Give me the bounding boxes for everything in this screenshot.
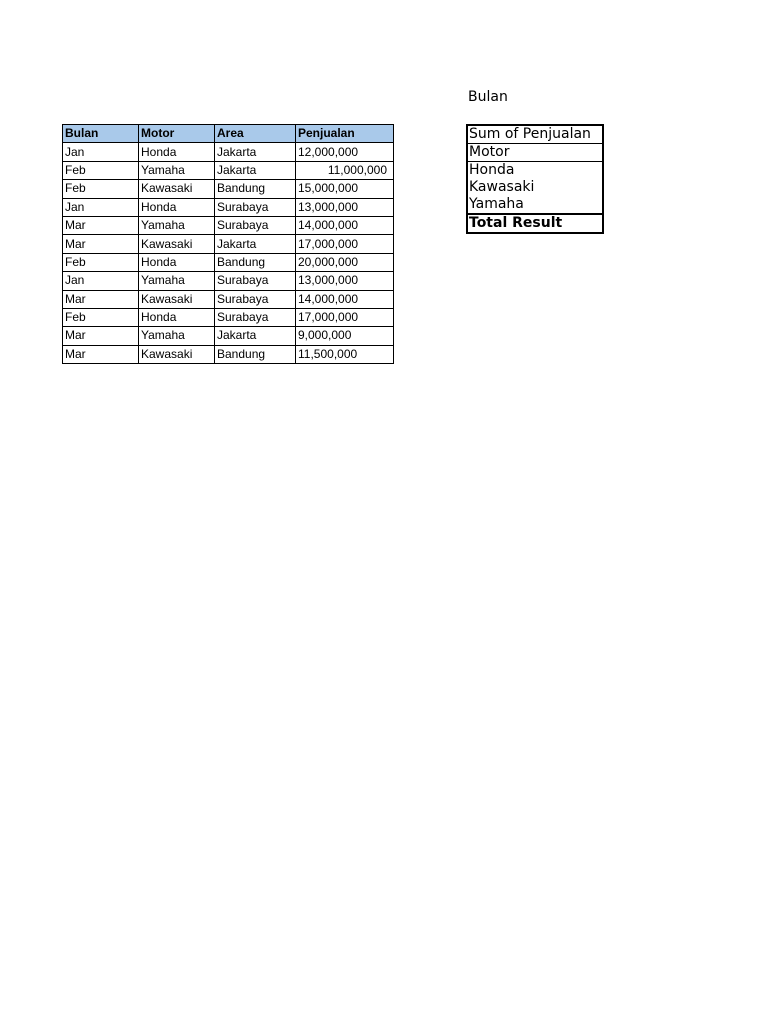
cell-motor[interactable]: Kawasaki — [139, 290, 215, 308]
cell-area[interactable]: Jakarta — [215, 327, 296, 345]
header-penjualan[interactable]: Penjualan — [296, 125, 394, 143]
cell-penjualan[interactable]: 15,000,000 — [296, 180, 394, 198]
cell-motor[interactable]: Kawasaki — [139, 345, 215, 363]
pivot-item-yamaha[interactable]: Yamaha — [469, 196, 524, 212]
table-row — [63, 198, 394, 216]
cell-penjualan[interactable]: 13,000,000 — [296, 198, 394, 216]
cell-area[interactable]: Surabaya — [215, 216, 296, 234]
pivot-item-row — [467, 162, 603, 180]
pivot-total-row — [467, 214, 603, 233]
table-row — [63, 290, 394, 308]
cell-area[interactable]: Bandung — [215, 180, 296, 198]
cell-bulan[interactable]: Mar — [63, 345, 139, 363]
cell-penjualan[interactable]: 14,000,000 — [296, 290, 394, 308]
cell-bulan[interactable]: Mar — [63, 327, 139, 345]
pivot-item-kawasaki[interactable]: Kawasaki — [469, 179, 535, 195]
cell-area[interactable]: Jakarta — [215, 161, 296, 179]
table-row — [63, 308, 394, 326]
cell-bulan[interactable]: Mar — [63, 235, 139, 253]
cell-bulan[interactable]: Jan — [63, 143, 139, 161]
table-header-row — [63, 125, 394, 143]
pivot-row-field-label[interactable]: Motor — [467, 144, 603, 162]
cell-motor[interactable]: Honda — [139, 198, 215, 216]
cell-bulan[interactable]: Feb — [63, 308, 139, 326]
cell-penjualan[interactable]: 14,000,000 — [296, 216, 394, 234]
table-row — [63, 327, 394, 345]
pivot-item-honda[interactable]: Honda — [469, 162, 515, 178]
table-row — [63, 345, 394, 363]
cell-area[interactable]: Bandung — [215, 253, 296, 271]
header-area[interactable]: Area — [215, 125, 296, 143]
cell-penjualan[interactable]: 11,000,000 — [296, 161, 394, 179]
cell-area[interactable]: Bandung — [215, 345, 296, 363]
cell-penjualan[interactable]: 17,000,000 — [296, 308, 394, 326]
cell-bulan[interactable]: Mar — [63, 216, 139, 234]
cell-penjualan[interactable]: 17,000,000 — [296, 235, 394, 253]
table-row — [63, 272, 394, 290]
pivot-row-field-row — [467, 144, 603, 162]
cell-motor[interactable]: Yamaha — [139, 216, 215, 234]
pivot-item-row — [467, 179, 603, 196]
cell-bulan[interactable]: Feb — [63, 253, 139, 271]
cell-area[interactable]: Jakarta — [215, 143, 296, 161]
cell-penjualan[interactable]: 12,000,000 — [296, 143, 394, 161]
cell-area[interactable]: Jakarta — [215, 235, 296, 253]
cell-motor[interactable]: Yamaha — [139, 327, 215, 345]
table-row — [63, 235, 394, 253]
table-row — [63, 143, 394, 161]
cell-motor[interactable]: Honda — [139, 143, 215, 161]
cell-area[interactable]: Surabaya — [215, 198, 296, 216]
sales-data-table — [62, 124, 394, 364]
cell-penjualan[interactable]: 11,500,000 — [296, 345, 394, 363]
pivot-value-label[interactable]: Sum of Penjualan — [467, 125, 603, 144]
cell-motor[interactable]: Kawasaki — [139, 235, 215, 253]
cell-motor[interactable]: Yamaha — [139, 272, 215, 290]
cell-area[interactable]: Surabaya — [215, 290, 296, 308]
table-body — [63, 143, 394, 364]
cell-bulan[interactable]: Feb — [63, 161, 139, 179]
header-motor[interactable]: Motor — [139, 125, 215, 143]
pivot-table — [466, 124, 604, 234]
cell-penjualan[interactable]: 20,000,000 — [296, 253, 394, 271]
table-row — [63, 216, 394, 234]
table-row — [63, 161, 394, 179]
header-bulan[interactable]: Bulan — [63, 125, 139, 143]
pivot-item-row — [467, 196, 603, 214]
cell-bulan[interactable]: Jan — [63, 272, 139, 290]
pivot-column-field-label: Bulan — [468, 89, 508, 105]
pivot-total-label[interactable]: Total Result — [467, 214, 603, 233]
cell-area[interactable]: Surabaya — [215, 272, 296, 290]
cell-motor[interactable]: Honda — [139, 308, 215, 326]
cell-bulan[interactable]: Jan — [63, 198, 139, 216]
cell-motor[interactable]: Honda — [139, 253, 215, 271]
table-row — [63, 253, 394, 271]
cell-penjualan[interactable]: 13,000,000 — [296, 272, 394, 290]
pivot-value-row — [467, 125, 603, 144]
cell-bulan[interactable]: Feb — [63, 180, 139, 198]
cell-motor[interactable]: Kawasaki — [139, 180, 215, 198]
cell-motor[interactable]: Yamaha — [139, 161, 215, 179]
table-row — [63, 180, 394, 198]
cell-penjualan[interactable]: 9,000,000 — [296, 327, 394, 345]
cell-area[interactable]: Surabaya — [215, 308, 296, 326]
cell-bulan[interactable]: Mar — [63, 290, 139, 308]
